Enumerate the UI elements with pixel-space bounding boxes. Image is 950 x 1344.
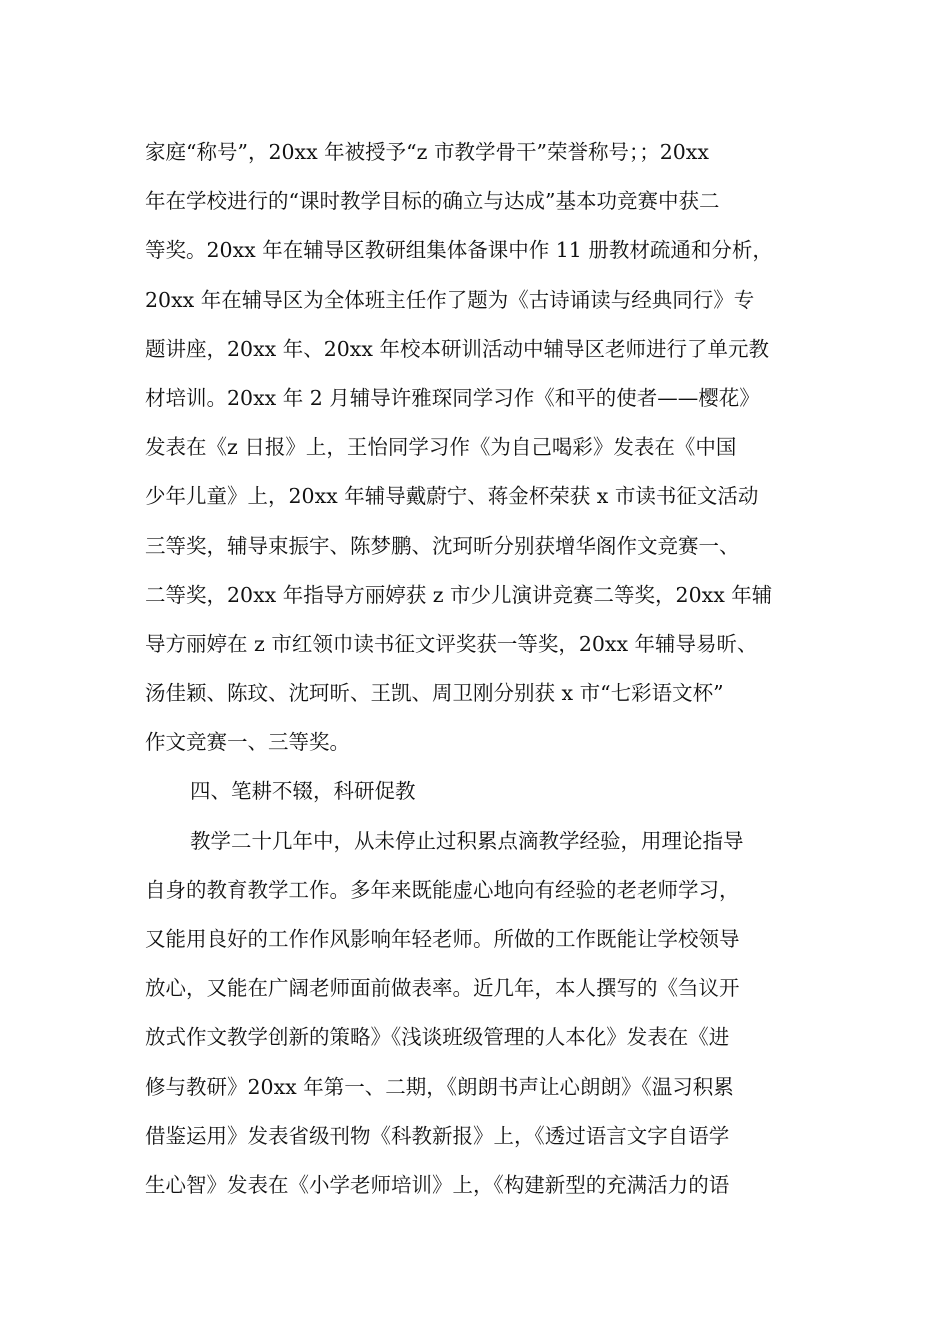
paragraph-line: 修与教研》20xx 年第一、二期，《朗朗书声让心朗朗》《温习积累 xyxy=(145,1074,734,1099)
paragraph-line: 又能用良好的工作作风影响年轻老师。所做的工作既能让学校领导 xyxy=(145,927,740,951)
paragraph-line: 放式作文教学创新的策略》《浅谈班级管理的人本化》发表在《进 xyxy=(145,1025,730,1050)
paragraph-line: 汤佳颖、陈玟、沈珂昕、王凯、周卫刚分别获 x 市“七彩语文杯” xyxy=(145,681,724,706)
paragraph-line: 自身的教育教学工作。多年来既能虚心地向有经验的老老师学习， xyxy=(145,877,740,902)
paragraph-line: 家庭“称号”，20xx 年被授予“z 市教学骨干”荣誉称号；；20xx xyxy=(145,140,709,164)
document-body xyxy=(145,128,820,1210)
paragraph-line: 借鉴运用》发表省级刊物《科教新报》上，《透过语言文字自语学 xyxy=(145,1123,730,1148)
paragraph-line: 等奖。20xx 年在辅导区教研组集体备课中作 11 册教材疏通和分析， xyxy=(145,238,773,263)
paragraph-line: 发表在《z 日报》上，王怡同学习作《为自己喝彩》发表在《中国 xyxy=(145,435,737,460)
paragraph-line: 三等奖，辅导束振宇、陈梦鹏、沈珂昕分别获增华阁作文竞赛一、 xyxy=(145,533,740,558)
paragraph-line: 作文竞赛一、三等奖。 xyxy=(145,730,350,755)
paragraph-line: 题讲座，20xx 年、20xx 年校本研训活动中辅导区老师进行了单元教 xyxy=(145,336,769,361)
paragraph-line: 年在学校进行的“课时教学目标的确立与达成”基本功竞赛中获二 xyxy=(145,189,720,214)
paragraph-line: 生心智》发表在《小学老师培训》上，《构建新型的充满活力的语 xyxy=(145,1172,730,1197)
paragraph-line: 20xx 年在辅导区为全体班主任作了题为《古诗诵读与经典同行》专 xyxy=(145,287,755,312)
paragraph-line: 放心，又能在广阔老师面前做表率。近几年，本人撰写的《刍议开 xyxy=(145,976,740,1001)
paragraph-line: 导方丽婷在 z 市红领巾读书征文评奖获一等奖，20xx 年辅导易昕、 xyxy=(145,631,758,656)
paragraph-line: 少年儿童》上，20xx 年辅导戴蔚宁、蒋金杯荣获 x 市读书征文活动 xyxy=(145,484,759,509)
paragraph-line: 二等奖，20xx 年指导方丽婷获 z 市少儿演讲竞赛二等奖，20xx 年辅 xyxy=(145,582,773,607)
paragraph-line: 材培训。20xx 年 2 月辅导许雅琛同学习作《和平的使者——樱花》 xyxy=(145,385,760,410)
paragraph-line: 教学二十几年中，从未停止过积累点滴教学经验，用理论指导 xyxy=(190,828,744,853)
section-heading: 四、笔耕不辍，科研促教 xyxy=(190,779,416,804)
